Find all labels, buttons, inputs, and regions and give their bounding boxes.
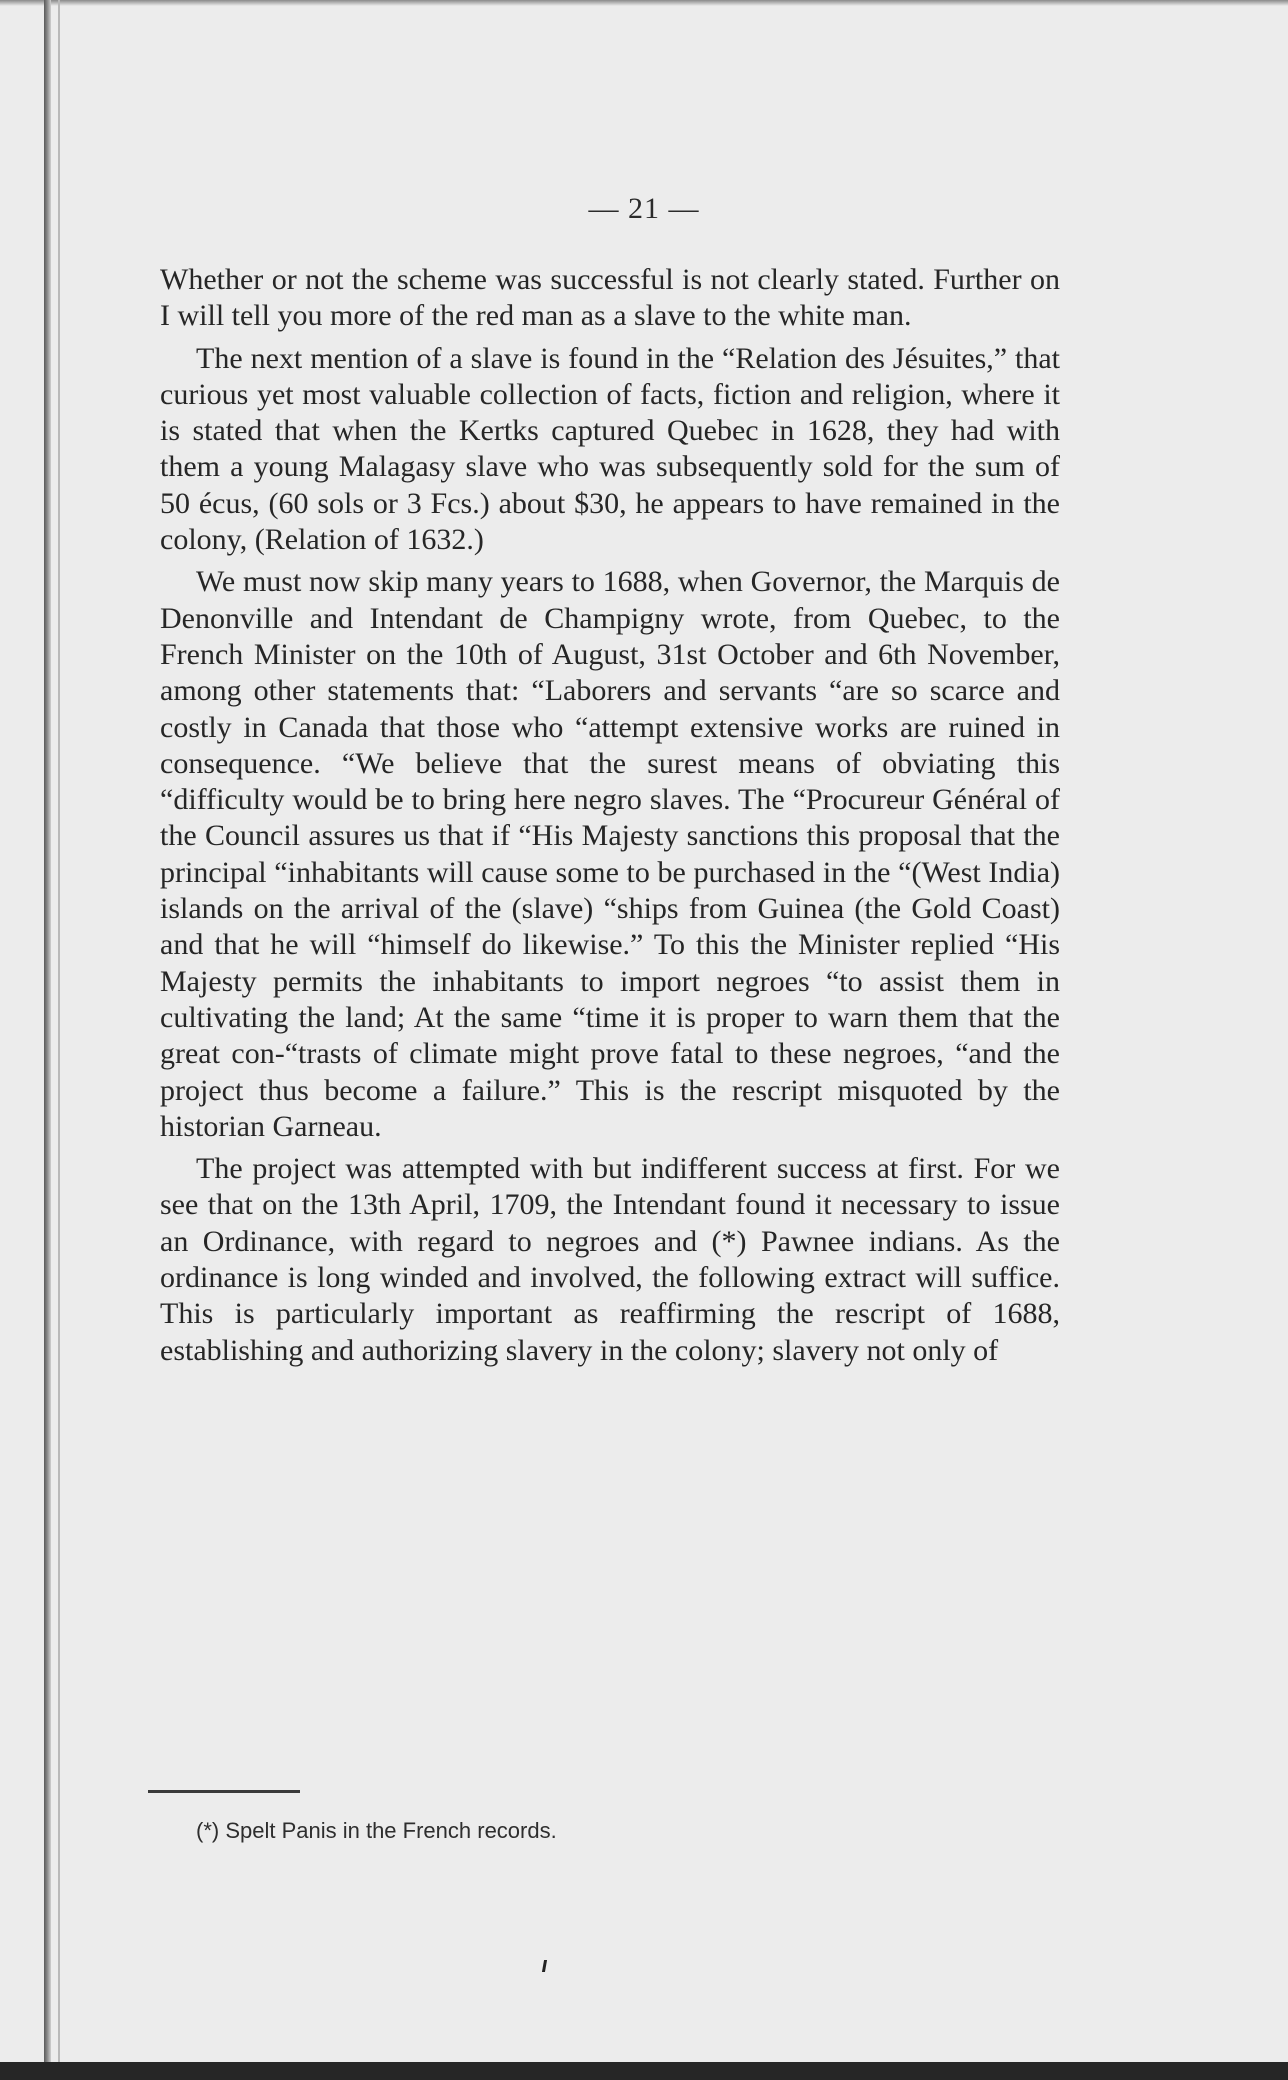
binding-edge-line — [58, 0, 60, 2062]
paragraph-1: Whether or not the scheme was successful is not clearly stated. Further on I will tell you more of the red man as a slave to the white man. — [160, 263, 1060, 333]
page-number: — 21 — — [588, 192, 700, 225]
page-top-shadow — [0, 0, 1288, 6]
footnote-divider — [148, 1790, 300, 1793]
print-mark — [542, 1960, 547, 1972]
footnote: (*) Spelt Panis in the French records. — [196, 1818, 557, 1843]
paragraph-4: The project was attempted with but indifferent success at first. For we see that on the 13th April, 1709, the Intendant found it necessary to issue an Ordinance, with regard to negroes and (*) Pawnee indians. As the ordinance is long winded and involved, the following extract will suffice. This is particularly important as reaffirming the rescript of 1688, establishing and authorizing slavery in the colony; slavery not only of — [160, 1152, 1060, 1367]
body-text — [160, 262, 1060, 1375]
scan-bottom-edge — [0, 2062, 1288, 2080]
page-binding — [44, 0, 51, 2062]
paragraph-2: The next mention of a slave is found in the “Relation des Jésuites,” that curious yet most valuable collection of facts, fiction and religion, where it is stated that when the Kertks captured Quebec in 1628, they had with them a young Malagasy slave who was subsequently sold for the sum of 50 écus, (60 sols or 3 Fcs.) about $30, he appears to have remained in the colony, (Relation of 1632.) — [160, 341, 1060, 557]
paragraph-3: We must now skip many years to 1688, when Governor, the Marquis de Denonville and Intendant de Champigny wrote, from Quebec, to the French Minister on the 10th of August, 31st October and 6th November, among other statements that: “Laborers and servants “are so scarce and costly in Canada that those who “attempt extensive works are ruined in consequence. “We believe that the surest means of obviating this “difficulty would be to bring here negro slaves. The “Procureur Général of the Council assures us that if “His Majesty sanctions this proposal that the principal “inhabitants will cause some to be purchased in the “(West India) islands on the arrival of the (slave) “ships from Guinea (the Gold Coast) and that he will “himself do likewise.” To this the Minister replied “His Majesty permits the inhabitants to import negroes “to assist them in cultivating the land; At the same “time it is proper to warn them that the great con-“trasts of climate might prove fatal to these negroes, “and the project thus become a failure.” This is the rescript misquoted by the historian Garneau. — [160, 565, 1060, 1143]
